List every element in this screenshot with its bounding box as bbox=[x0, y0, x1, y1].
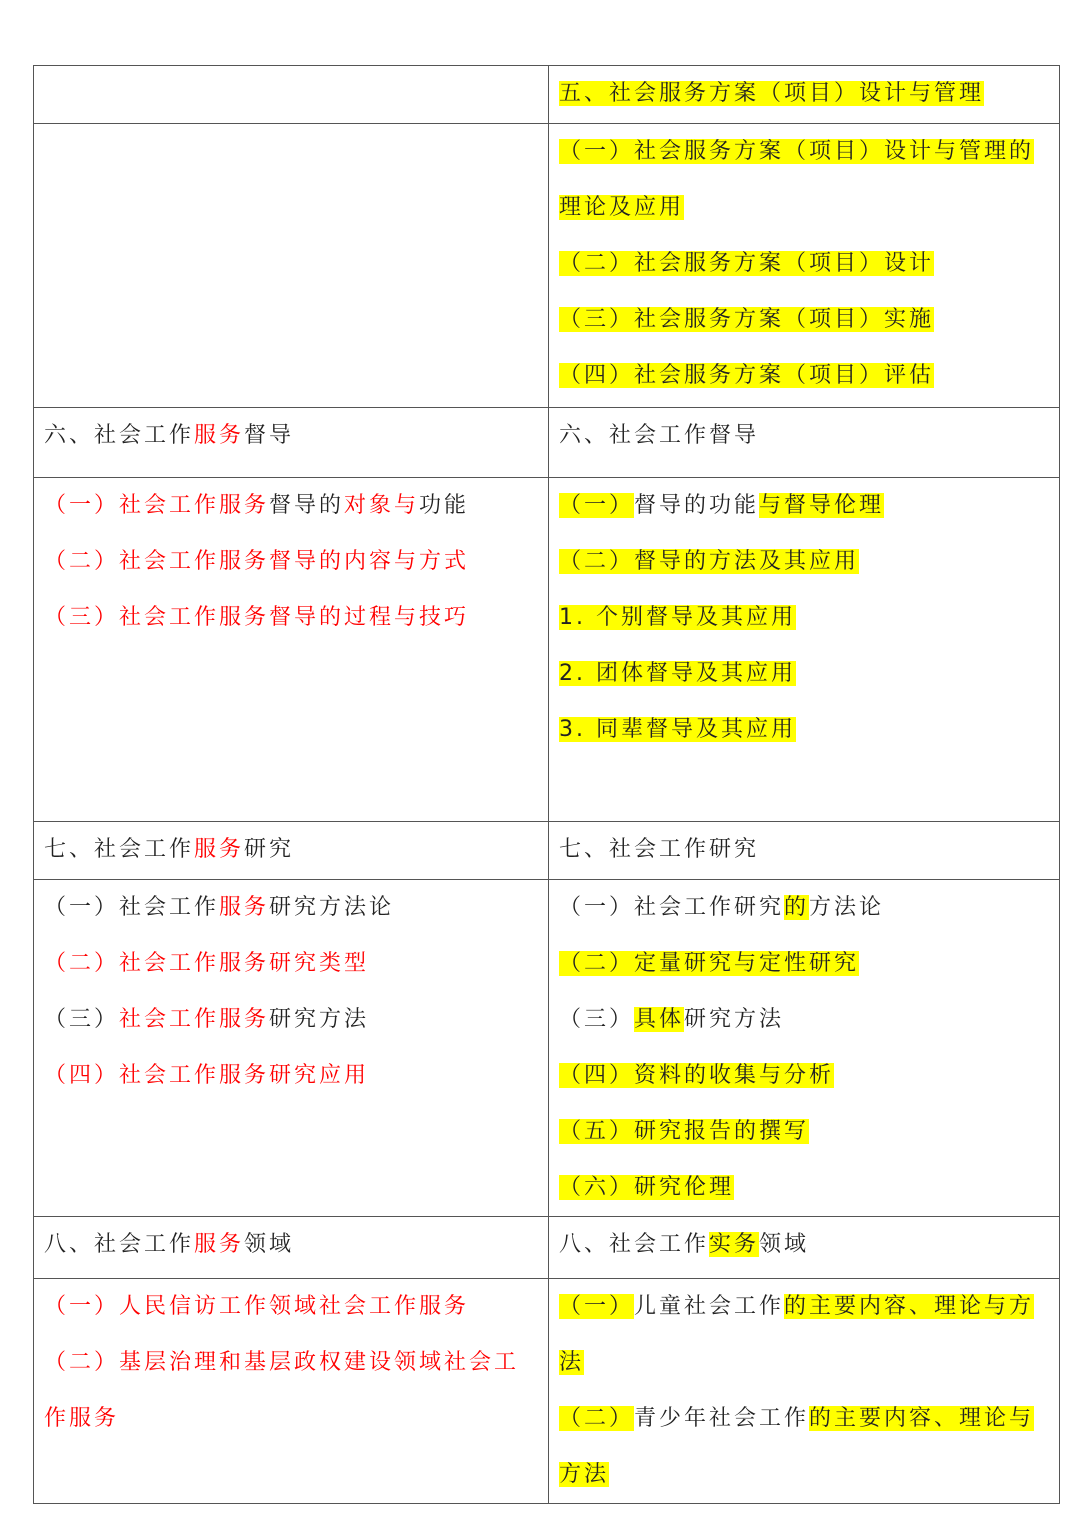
text-segment: 七、社会工作研究 bbox=[559, 837, 760, 862]
list-item bbox=[559, 702, 1049, 758]
list-item bbox=[559, 124, 1049, 180]
right-column-cell bbox=[549, 478, 1060, 822]
list-item bbox=[559, 936, 1049, 992]
section-title bbox=[559, 66, 1049, 122]
list-item bbox=[44, 590, 538, 646]
text-segment: （二）社会服务方案（项目）设计 bbox=[559, 251, 935, 276]
text-segment: 服务 bbox=[194, 837, 245, 862]
text-segment: （一）社会服务方案（项目）设计与管理的 bbox=[559, 139, 1035, 164]
right-column-cell bbox=[549, 822, 1060, 880]
comparison-table bbox=[33, 65, 1060, 1504]
text-segment: 六、社会工作督导 bbox=[559, 423, 760, 448]
section-title bbox=[559, 408, 1049, 464]
text-segment: 研究方法论 bbox=[269, 895, 395, 920]
text-segment: （三）社会服务方案（项目）实施 bbox=[559, 307, 935, 332]
list-item bbox=[559, 348, 1049, 404]
section-items-row bbox=[34, 880, 1060, 1217]
list-item bbox=[44, 478, 538, 534]
list-item bbox=[559, 236, 1049, 292]
left-column-cell bbox=[34, 66, 549, 124]
text-segment: 的 bbox=[784, 895, 810, 920]
list-item bbox=[44, 1391, 538, 1447]
text-segment: 六、社会工作 bbox=[44, 423, 195, 448]
section-heading-row bbox=[34, 1217, 1060, 1279]
text-segment: 青少年社会工作 bbox=[634, 1406, 810, 1431]
text-segment: 督导的功能 bbox=[634, 493, 760, 518]
text-segment: （二）定量研究与定性研究 bbox=[559, 951, 860, 976]
list-item bbox=[559, 1048, 1049, 1104]
text-segment: 3. 同辈督导及其应用 bbox=[559, 717, 796, 742]
text-segment: 服务 bbox=[194, 423, 245, 448]
text-segment: 理论及应用 bbox=[559, 195, 685, 220]
right-column-cell bbox=[549, 1279, 1060, 1504]
text-segment: （六）研究伦理 bbox=[559, 1175, 735, 1200]
list-item bbox=[44, 1335, 538, 1391]
text-segment: 服务 bbox=[194, 1232, 245, 1257]
list-item bbox=[559, 590, 1049, 646]
left-column-cell bbox=[34, 408, 549, 478]
list-item bbox=[44, 534, 538, 590]
text-segment: （四）社会服务方案（项目）评估 bbox=[559, 363, 935, 388]
list-item bbox=[559, 880, 1049, 936]
left-column-cell bbox=[34, 478, 549, 822]
text-segment: 七、社会工作 bbox=[44, 837, 195, 862]
list-item bbox=[559, 1335, 1049, 1391]
list-item bbox=[559, 292, 1049, 348]
right-column-cell bbox=[549, 1217, 1060, 1279]
right-column-cell bbox=[549, 66, 1060, 124]
list-item bbox=[559, 992, 1049, 1048]
text-segment: 方法 bbox=[559, 1462, 610, 1487]
text-segment: （一） bbox=[559, 493, 635, 518]
list-item bbox=[559, 534, 1049, 590]
left-column-cell bbox=[34, 880, 549, 1217]
left-column-cell bbox=[34, 1217, 549, 1279]
text-segment: 服务 bbox=[219, 895, 270, 920]
text-segment: 八、社会工作 bbox=[44, 1232, 195, 1257]
text-segment: 具体 bbox=[634, 1007, 685, 1032]
text-segment: 实务 bbox=[709, 1232, 760, 1257]
section-title bbox=[44, 1217, 538, 1273]
section-title bbox=[44, 408, 538, 464]
text-segment: （三） bbox=[559, 1007, 635, 1032]
text-segment: （一） bbox=[559, 1294, 635, 1319]
text-segment: 研究 bbox=[244, 837, 295, 862]
text-segment: （一）社会工作 bbox=[44, 895, 220, 920]
text-segment: 法 bbox=[559, 1350, 585, 1375]
list-item bbox=[44, 1279, 538, 1335]
section-title bbox=[559, 1217, 1049, 1273]
text-segment: 1. 个别督导及其应用 bbox=[559, 605, 796, 630]
list-item bbox=[559, 180, 1049, 236]
text-segment: 督导的 bbox=[269, 493, 345, 518]
list-item bbox=[44, 1048, 538, 1104]
text-segment: （五）研究报告的撰写 bbox=[559, 1119, 810, 1144]
text-segment: （一）社会工作研究 bbox=[559, 895, 785, 920]
right-column-cell bbox=[549, 124, 1060, 408]
text-segment: （三）社会工作服务督导的过程与技巧 bbox=[44, 605, 470, 630]
text-segment: （二）社会工作服务研究类型 bbox=[44, 951, 370, 976]
list-item bbox=[559, 478, 1049, 534]
list-item bbox=[559, 1279, 1049, 1335]
text-segment: （二）督导的方法及其应用 bbox=[559, 549, 860, 574]
text-segment: （一）人民信访工作领域社会工作服务 bbox=[44, 1294, 470, 1319]
text-segment: 八、社会工作 bbox=[559, 1232, 710, 1257]
text-segment: 领域 bbox=[759, 1232, 810, 1257]
left-column-cell bbox=[34, 124, 549, 408]
text-segment: 与督导伦理 bbox=[759, 493, 885, 518]
text-segment: （四）社会工作服务研究应用 bbox=[44, 1063, 370, 1088]
right-column-cell bbox=[549, 408, 1060, 478]
text-segment: 社会工作服务 bbox=[119, 1007, 270, 1032]
text-segment: 督导 bbox=[244, 423, 295, 448]
text-segment: 2. 团体督导及其应用 bbox=[559, 661, 796, 686]
list-item bbox=[44, 992, 538, 1048]
section-heading-row bbox=[34, 408, 1060, 478]
left-column-cell bbox=[34, 1279, 549, 1504]
list-item bbox=[559, 1391, 1049, 1447]
section-title bbox=[559, 822, 1049, 878]
left-column-cell bbox=[34, 822, 549, 880]
text-segment: 对象与 bbox=[344, 493, 420, 518]
text-segment: 领域 bbox=[244, 1232, 295, 1257]
section-heading-row bbox=[34, 822, 1060, 880]
text-segment: （二）基层治理和基层政权建设领域社会工 bbox=[44, 1350, 520, 1375]
section-heading-row bbox=[34, 66, 1060, 124]
text-segment: 的主要内容、理论与 bbox=[809, 1406, 1035, 1431]
section-title bbox=[44, 822, 538, 878]
list-item bbox=[559, 646, 1049, 702]
list-item bbox=[559, 1160, 1049, 1216]
section-items-row bbox=[34, 478, 1060, 822]
text-segment: 五、社会服务方案（项目）设计与管理 bbox=[559, 81, 985, 106]
list-item bbox=[44, 880, 538, 936]
text-segment: 儿童社会工作 bbox=[634, 1294, 785, 1319]
text-segment: 方法论 bbox=[809, 895, 885, 920]
text-segment: 的主要内容、理论与方 bbox=[784, 1294, 1035, 1319]
right-column-cell bbox=[549, 880, 1060, 1217]
section-items-row bbox=[34, 124, 1060, 408]
text-segment: 研究方法 bbox=[684, 1007, 785, 1032]
text-segment: 作服务 bbox=[44, 1406, 120, 1431]
text-segment: （二）社会工作服务督导的内容与方式 bbox=[44, 549, 470, 574]
section-items-row bbox=[34, 1279, 1060, 1504]
list-item bbox=[559, 1104, 1049, 1160]
text-segment: （二） bbox=[559, 1406, 635, 1431]
text-segment: （四）资料的收集与分析 bbox=[559, 1063, 835, 1088]
text-segment: 研究方法 bbox=[269, 1007, 370, 1032]
list-item bbox=[44, 936, 538, 992]
text-segment: （一）社会工作服务 bbox=[44, 493, 270, 518]
text-segment: 功能 bbox=[419, 493, 470, 518]
list-item bbox=[559, 1447, 1049, 1503]
text-segment: （三） bbox=[44, 1007, 120, 1032]
